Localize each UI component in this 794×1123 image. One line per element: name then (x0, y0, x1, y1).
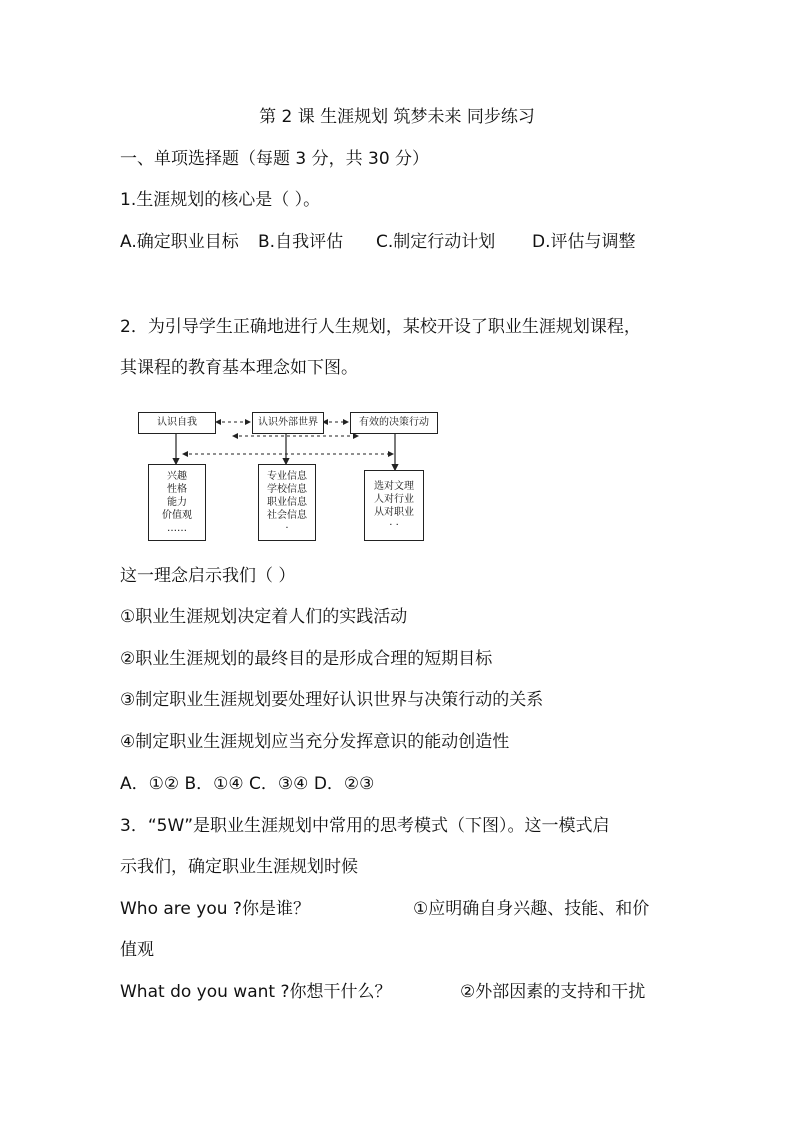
world-detail-career: 职业信息 (267, 497, 307, 508)
q3-stem-line1: 3．“5W”是职业生涯规划中常用的思考模式（下图）。这一模式启 (120, 816, 610, 836)
q1-options (120, 231, 636, 253)
q2-statement-2: ②职业生涯规划的最终目的是形成合理的短期目标 (120, 649, 493, 669)
section-heading: 一、单项选择题（每题 3 分，共 30 分） (120, 149, 430, 169)
self-detail-interest: 兴趣 (167, 471, 187, 482)
world-detail-society: 社会信息 (267, 510, 307, 521)
q2-stem-line1: 2．为引导学生正确地进行人生规划，某校开设了职业生涯规划课程， (120, 317, 641, 337)
action-detail-stream: 选对文理 (374, 480, 414, 492)
box-effective-action: 有效的决策行动 (350, 412, 438, 434)
q2-choices: A．①② B．①④ C．③④ D．②③ (120, 774, 375, 794)
concept-diagram (138, 404, 448, 539)
box-self-details (148, 464, 206, 541)
q3-row-who (120, 898, 310, 920)
q2-statement-1: ①职业生涯规划决定着人们的实践活动 (120, 607, 408, 627)
box-action-details (364, 470, 424, 541)
action-detail-industry: 人对行业 (374, 493, 414, 505)
self-detail-ability: 能力 (167, 497, 187, 508)
box-know-self: 认识自我 (138, 412, 216, 434)
page-title: 第 2 课 生涯规划 筑梦未来 同步练习 (259, 107, 535, 127)
q3-who-answer-cont: 值观 (120, 940, 154, 960)
q3-stem-line2: 示我们，确定职业生涯规划时候 (120, 857, 358, 877)
q3-what-answer: ②外部因素的支持和干扰 (460, 982, 646, 1002)
q3-who-answer: ①应明确自身兴趣、技能、和价 (413, 899, 650, 919)
q2-stem-line2: 其课程的教育基本理念如下图。 (120, 358, 358, 378)
q3-what-question: What do you want ?你想干什么？ (120, 982, 392, 1002)
q2-statement-3: ③制定职业生涯规划要处理好认识世界与决策行动的关系 (120, 690, 544, 710)
world-detail-dot: · (285, 523, 289, 534)
q1-option-a: A.确定职业目标 (120, 232, 239, 252)
action-detail-job: 从对职业 (374, 506, 414, 518)
q2-statement-4: ④制定职业生涯规划应当充分发挥意识的能动创造性 (120, 732, 510, 752)
q1-option-d: D.评估与调整 (532, 232, 636, 252)
q3-who-question: Who are you ?你是谁？ (120, 899, 310, 919)
q1-option-c: C.制定行动计划 (376, 232, 496, 252)
q1-option-b: B.自我评估 (258, 232, 344, 252)
action-detail-dots: · · (389, 519, 399, 531)
box-world-details (258, 464, 316, 541)
self-detail-personality: 性格 (167, 484, 187, 495)
world-detail-major: 专业信息 (267, 471, 307, 482)
self-detail-ellipsis: …… (167, 523, 187, 534)
world-detail-school: 学校信息 (267, 484, 307, 495)
box-know-world: 认识外部世界 (252, 412, 324, 434)
q1-stem: 1.生涯规划的核心是（ ）。 (120, 190, 321, 210)
q2-prompt: 这一理念启示我们（ ） (120, 566, 296, 586)
self-detail-values: 价值观 (162, 510, 192, 521)
